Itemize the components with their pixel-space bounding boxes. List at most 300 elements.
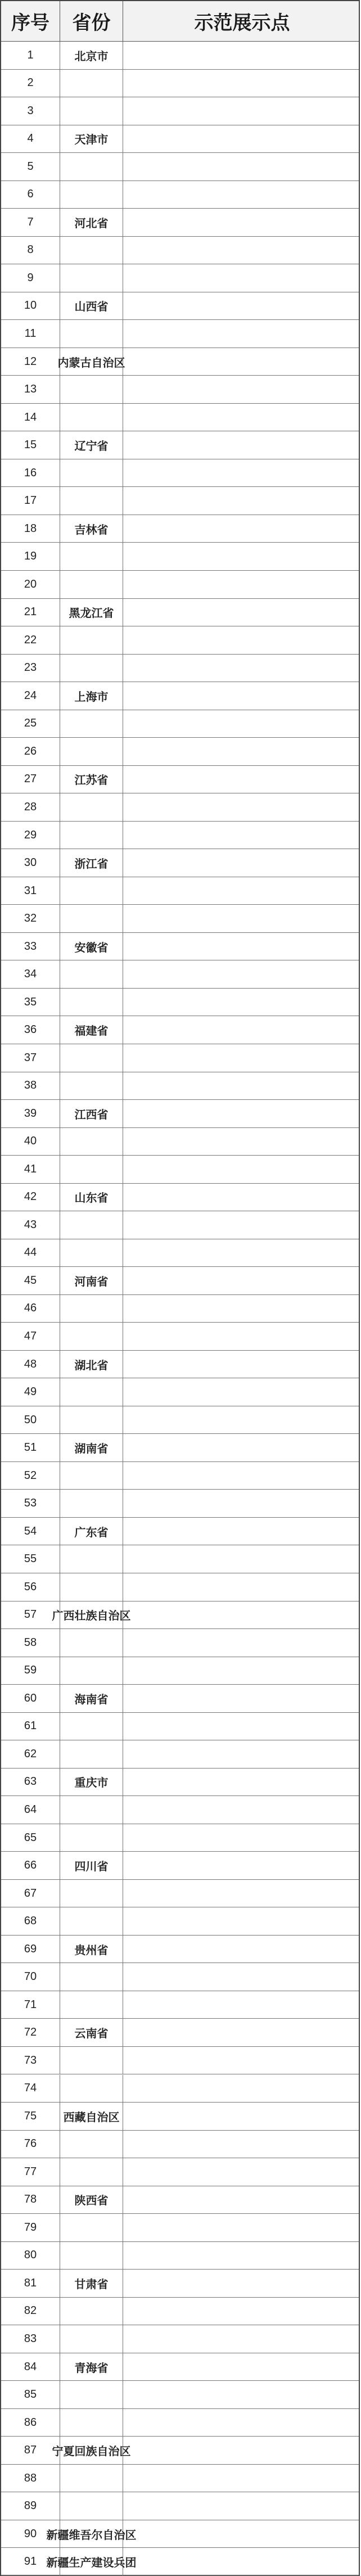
- table-row: [1, 933, 359, 961]
- row-province: [60, 1462, 123, 1490]
- row-province: [60, 822, 123, 849]
- row-seq: 53: [1, 1490, 60, 1517]
- row-place: [123, 1406, 361, 1434]
- row-seq: 59: [1, 1657, 60, 1685]
- row-place: [123, 376, 361, 403]
- row-place: [123, 515, 361, 543]
- header-province: 省份: [60, 1, 123, 41]
- row-seq: 80: [1, 2242, 60, 2270]
- row-province: [60, 1740, 123, 1768]
- row-province: [60, 905, 123, 932]
- row-place: [123, 626, 361, 654]
- row-province: 四川省: [60, 1852, 123, 1879]
- row-seq: 1: [1, 42, 60, 69]
- table-header-row: [1, 1, 359, 42]
- row-seq: 85: [1, 2381, 60, 2408]
- row-place: [123, 1128, 361, 1156]
- row-place: [123, 1769, 361, 1796]
- row-province: 北京市: [60, 42, 123, 69]
- row-seq: 89: [1, 2492, 60, 2520]
- row-seq: 24: [1, 682, 60, 710]
- row-place: [123, 1016, 361, 1044]
- table-row: [1, 1936, 359, 1964]
- table-row: [1, 1796, 359, 1824]
- table-row: [1, 237, 359, 265]
- table-row: [1, 1072, 359, 1100]
- table-row: [1, 376, 359, 404]
- row-seq: 15: [1, 431, 60, 459]
- row-province: [60, 1657, 123, 1685]
- table-row: [1, 404, 359, 432]
- row-seq: 41: [1, 1156, 60, 1183]
- row-place: [123, 2047, 361, 2074]
- row-place: [123, 960, 361, 988]
- table-row: [1, 1156, 359, 1184]
- table-row: [1, 877, 359, 905]
- row-seq: 35: [1, 989, 60, 1016]
- row-province: 黑龙江省: [60, 599, 123, 626]
- row-seq: 44: [1, 1239, 60, 1267]
- row-province: [60, 181, 123, 209]
- row-province: [60, 1963, 123, 1991]
- row-province: 新疆生产建设兵团: [60, 2548, 123, 2575]
- row-seq: 13: [1, 376, 60, 403]
- row-province: 山东省: [60, 1184, 123, 1211]
- table-row: [1, 2214, 359, 2242]
- table-row: [1, 1295, 359, 1323]
- row-province: 上海市: [60, 682, 123, 710]
- table-row: [1, 1016, 359, 1044]
- row-seq: 48: [1, 1351, 60, 1378]
- row-province: [60, 1406, 123, 1434]
- row-province: [60, 2242, 123, 2270]
- row-seq: 46: [1, 1295, 60, 1323]
- row-seq: 28: [1, 793, 60, 821]
- row-place: [123, 487, 361, 515]
- row-seq: 25: [1, 710, 60, 738]
- table-row: [1, 2492, 359, 2520]
- table-row: [1, 766, 359, 794]
- row-seq: 81: [1, 2270, 60, 2297]
- row-seq: 18: [1, 515, 60, 543]
- row-seq: 70: [1, 1963, 60, 1991]
- table-row: [1, 153, 359, 181]
- row-seq: 52: [1, 1462, 60, 1490]
- row-place: [123, 237, 361, 264]
- row-province: [60, 877, 123, 905]
- table-row: [1, 181, 359, 209]
- row-province: [60, 2214, 123, 2241]
- row-province: [60, 1545, 123, 1573]
- row-seq: 5: [1, 153, 60, 181]
- row-place: [123, 2437, 361, 2464]
- row-place: [123, 404, 361, 431]
- row-place: [123, 2409, 361, 2437]
- row-place: [123, 1072, 361, 1100]
- row-province: [60, 1573, 123, 1601]
- row-seq: 77: [1, 2158, 60, 2186]
- row-province: [60, 376, 123, 403]
- row-place: [123, 1378, 361, 1406]
- row-seq: 65: [1, 1824, 60, 1852]
- table-row: [1, 1685, 359, 1713]
- table-row: [1, 2520, 359, 2548]
- table-row: [1, 2242, 359, 2270]
- row-province: 湖北省: [60, 1351, 123, 1378]
- row-province: 山西省: [60, 292, 123, 320]
- row-place: [123, 989, 361, 1016]
- row-province: [60, 710, 123, 738]
- header-place: 示范展示点: [194, 12, 290, 34]
- row-seq: 27: [1, 766, 60, 793]
- row-seq: 60: [1, 1685, 60, 1712]
- table-row: [1, 2019, 359, 2047]
- row-seq: 21: [1, 599, 60, 626]
- row-province: 江苏省: [60, 766, 123, 793]
- table-row: [1, 2158, 359, 2186]
- table-row: [1, 125, 359, 154]
- row-province: 云南省: [60, 2019, 123, 2046]
- row-seq: 51: [1, 1434, 60, 1461]
- row-place: [123, 1044, 361, 1072]
- row-seq: 9: [1, 264, 60, 292]
- table-row: [1, 960, 359, 989]
- table-row: [1, 710, 359, 738]
- row-place: [123, 1267, 361, 1294]
- row-place: [123, 1323, 361, 1350]
- row-province: 西藏自治区: [60, 2103, 123, 2130]
- row-seq: 55: [1, 1545, 60, 1573]
- row-seq: 32: [1, 905, 60, 932]
- row-province: [60, 1072, 123, 1100]
- row-seq: 38: [1, 1072, 60, 1100]
- row-province: [60, 320, 123, 348]
- row-place: [123, 125, 361, 153]
- row-place: [123, 2131, 361, 2158]
- row-place: [123, 1740, 361, 1768]
- row-province: [60, 655, 123, 682]
- row-place: [123, 97, 361, 125]
- table-row: [1, 431, 359, 459]
- row-province: [60, 1128, 123, 1156]
- table-row: [1, 2186, 359, 2214]
- table-row: [1, 571, 359, 599]
- row-province: 贵州省: [60, 1936, 123, 1963]
- table-row: [1, 1740, 359, 1769]
- table-row: [1, 348, 359, 376]
- row-seq: 12: [1, 348, 60, 376]
- row-seq: 75: [1, 2103, 60, 2130]
- row-seq: 82: [1, 2298, 60, 2325]
- row-seq: 78: [1, 2186, 60, 2214]
- row-seq: 37: [1, 1044, 60, 1072]
- table-row: [1, 459, 359, 488]
- row-seq: 71: [1, 1991, 60, 2019]
- table-row: [1, 2409, 359, 2437]
- row-province: 河北省: [60, 209, 123, 236]
- row-seq: 29: [1, 822, 60, 849]
- header-seq: 序号: [1, 1, 60, 41]
- row-seq: 72: [1, 2019, 60, 2046]
- table-row: [1, 1824, 359, 1852]
- row-place: [123, 292, 361, 320]
- row-province: [60, 1713, 123, 1740]
- table-row: [1, 1545, 359, 1573]
- row-seq: 23: [1, 655, 60, 682]
- row-place: [123, 543, 361, 570]
- row-seq: 79: [1, 2214, 60, 2241]
- row-seq: 68: [1, 1907, 60, 1935]
- table-row: [1, 1462, 359, 1490]
- row-seq: 17: [1, 487, 60, 515]
- row-province: 陕西省: [60, 2186, 123, 2214]
- row-seq: 76: [1, 2131, 60, 2158]
- row-seq: 19: [1, 543, 60, 570]
- row-place: [123, 2186, 361, 2214]
- table-row: [1, 42, 359, 70]
- row-place: [123, 2158, 361, 2186]
- row-seq: 50: [1, 1406, 60, 1434]
- row-place: [123, 2325, 361, 2353]
- row-place: [123, 1239, 361, 1267]
- row-place: [123, 153, 361, 181]
- row-place: [123, 1963, 361, 1991]
- row-province: [60, 264, 123, 292]
- table-row: [1, 599, 359, 627]
- table-row: [1, 2270, 359, 2298]
- row-place: [123, 320, 361, 348]
- table-row: [1, 1211, 359, 1239]
- row-seq: 74: [1, 2075, 60, 2103]
- row-province: 重庆市: [60, 1769, 123, 1796]
- row-province: [60, 1239, 123, 1267]
- row-province: [60, 153, 123, 181]
- table-row: [1, 1963, 359, 1991]
- row-province: [60, 1824, 123, 1852]
- row-seq: 45: [1, 1267, 60, 1294]
- row-seq: 57: [1, 1601, 60, 1629]
- row-province: 江西省: [60, 1100, 123, 1127]
- table-row: [1, 97, 359, 125]
- row-province: 海南省: [60, 1685, 123, 1712]
- row-seq: 64: [1, 1796, 60, 1824]
- row-province: [60, 1211, 123, 1239]
- table-row: [1, 1044, 359, 1072]
- row-seq: 90: [1, 2520, 60, 2548]
- row-province: 广东省: [60, 1518, 123, 1545]
- row-place: [123, 264, 361, 292]
- row-province: 福建省: [60, 1016, 123, 1044]
- row-place: [123, 1211, 361, 1239]
- row-place: [123, 877, 361, 905]
- row-province: 天津市: [60, 125, 123, 153]
- row-place: [123, 1907, 361, 1935]
- row-place: [123, 70, 361, 97]
- row-seq: 7: [1, 209, 60, 236]
- table-row: [1, 1184, 359, 1212]
- row-province: [60, 1880, 123, 1907]
- row-place: [123, 181, 361, 209]
- row-place: [123, 1462, 361, 1490]
- row-province: 安徽省: [60, 933, 123, 960]
- table-row: [1, 822, 359, 850]
- row-place: [123, 2270, 361, 2297]
- row-province: [60, 1991, 123, 2019]
- table-row: [1, 1490, 359, 1518]
- row-province: [60, 1629, 123, 1657]
- row-seq: 26: [1, 738, 60, 765]
- row-province: [60, 960, 123, 988]
- row-province: [60, 2325, 123, 2353]
- row-seq: 88: [1, 2465, 60, 2492]
- row-seq: 84: [1, 2353, 60, 2381]
- row-place: [123, 1156, 361, 1183]
- table-row: [1, 1880, 359, 1908]
- row-seq: 31: [1, 877, 60, 905]
- table-row: [1, 1573, 359, 1601]
- row-province: 新疆维吾尔自治区: [60, 2520, 123, 2548]
- row-province: [60, 459, 123, 487]
- row-place: [123, 459, 361, 487]
- table-row: [1, 1629, 359, 1657]
- row-seq: 10: [1, 292, 60, 320]
- row-province: 辽宁省: [60, 431, 123, 459]
- row-place: [123, 209, 361, 236]
- row-place: [123, 2019, 361, 2046]
- row-place: [123, 1295, 361, 1323]
- table-row: [1, 209, 359, 237]
- row-place: [123, 1518, 361, 1545]
- row-seq: 56: [1, 1573, 60, 1601]
- row-seq: 73: [1, 2047, 60, 2074]
- row-place: [123, 2492, 361, 2520]
- table-row: [1, 655, 359, 683]
- table-row: [1, 1239, 359, 1267]
- row-place: [123, 682, 361, 710]
- row-province: 河南省: [60, 1267, 123, 1294]
- row-province: [60, 70, 123, 97]
- row-place: [123, 738, 361, 765]
- row-province: [60, 1156, 123, 1183]
- row-seq: 63: [1, 1769, 60, 1796]
- row-province: [60, 404, 123, 431]
- row-seq: 16: [1, 459, 60, 487]
- row-seq: 49: [1, 1378, 60, 1406]
- table-row: [1, 1713, 359, 1741]
- row-seq: 8: [1, 237, 60, 264]
- table-row: [1, 487, 359, 515]
- row-place: [123, 793, 361, 821]
- table-row: [1, 1434, 359, 1462]
- row-seq: 39: [1, 1100, 60, 1127]
- row-province: [60, 989, 123, 1016]
- row-seq: 42: [1, 1184, 60, 1211]
- row-province: [60, 2158, 123, 2186]
- table-row: [1, 1991, 359, 2019]
- table-row: [1, 1907, 359, 1936]
- table-row: [1, 1601, 359, 1630]
- row-province: 湖南省: [60, 1434, 123, 1461]
- row-place: [123, 1184, 361, 1211]
- table-row: [1, 320, 359, 348]
- row-province: 内蒙古自治区: [60, 348, 123, 376]
- row-seq: 14: [1, 404, 60, 431]
- row-place: [123, 571, 361, 598]
- row-place: [123, 2075, 361, 2103]
- table-row: [1, 2353, 359, 2381]
- row-province: [60, 2492, 123, 2520]
- row-seq: 40: [1, 1128, 60, 1156]
- row-place: [123, 1852, 361, 1879]
- row-place: [123, 1685, 361, 1712]
- row-seq: 43: [1, 1211, 60, 1239]
- table-row: [1, 849, 359, 877]
- row-province: [60, 738, 123, 765]
- row-province: [60, 626, 123, 654]
- row-place: [123, 905, 361, 932]
- row-seq: 33: [1, 933, 60, 960]
- row-province: [60, 1907, 123, 1935]
- row-province: [60, 2047, 123, 2074]
- table-row: [1, 989, 359, 1017]
- row-place: [123, 431, 361, 459]
- row-province: [60, 97, 123, 125]
- row-seq: 22: [1, 626, 60, 654]
- row-place: [123, 2298, 361, 2325]
- table-row: [1, 543, 359, 571]
- row-seq: 20: [1, 571, 60, 598]
- row-province: [60, 487, 123, 515]
- row-place: [123, 1936, 361, 1963]
- row-seq: 6: [1, 181, 60, 209]
- table-row: [1, 70, 359, 98]
- row-place: [123, 42, 361, 69]
- table-row: [1, 2548, 359, 2576]
- table-row: [1, 292, 359, 321]
- row-province: 吉林省: [60, 515, 123, 543]
- row-province: [60, 1796, 123, 1824]
- table-row: [1, 1657, 359, 1685]
- table-row: [1, 2325, 359, 2353]
- row-place: [123, 1351, 361, 1378]
- row-province: 广西壮族自治区: [60, 1601, 123, 1629]
- row-province: [60, 571, 123, 598]
- row-province: 浙江省: [60, 849, 123, 877]
- row-place: [123, 1824, 361, 1852]
- table-row: [1, 1267, 359, 1295]
- table-row: [1, 2047, 359, 2075]
- table-row: [1, 1378, 359, 1406]
- row-province: [60, 237, 123, 264]
- row-place: [123, 1573, 361, 1601]
- row-seq: 34: [1, 960, 60, 988]
- table-row: [1, 264, 359, 292]
- row-seq: 30: [1, 849, 60, 877]
- table-row: [1, 515, 359, 543]
- table-row: [1, 1769, 359, 1797]
- row-place: [123, 1991, 361, 2019]
- row-place: [123, 1713, 361, 1740]
- row-province: [60, 1378, 123, 1406]
- row-seq: 47: [1, 1323, 60, 1350]
- row-province: [60, 2409, 123, 2437]
- row-place: [123, 1880, 361, 1907]
- table-row: [1, 1351, 359, 1379]
- table-row: [1, 626, 359, 655]
- row-place: [123, 1434, 361, 1461]
- row-place: [123, 822, 361, 849]
- row-province: [60, 1323, 123, 1350]
